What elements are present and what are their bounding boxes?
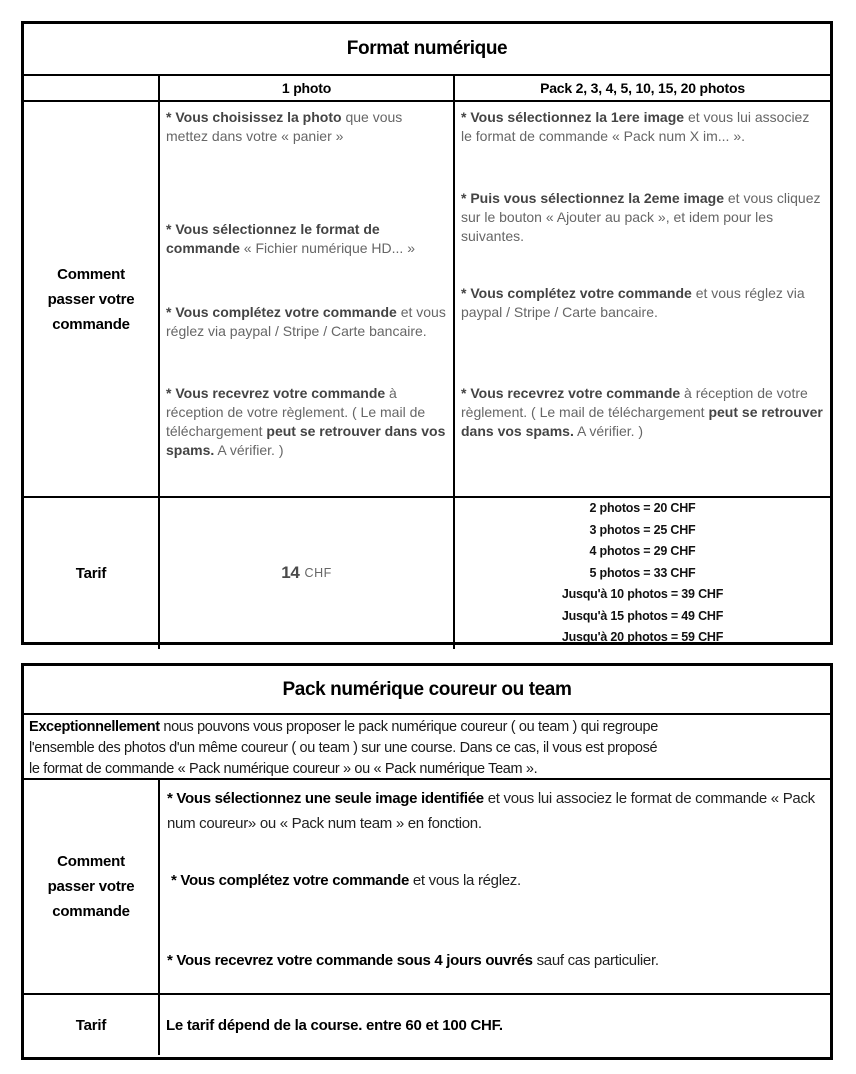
format-tarif-row	[24, 496, 830, 644]
step-paragraph: * Vous sélectionnez une seule image identifiée et vous lui associez le format de commande « Pack num coureur» ou « Pack num team » en fonction.	[167, 790, 815, 832]
tarif-cell-pack-list	[453, 498, 830, 649]
format-header-row	[24, 74, 830, 100]
tarif-cell-pack-coureur: Le tarif dépend de la course. entre 60 et 100 CHF.	[158, 995, 830, 1055]
step-paragraph: * Vous sélectionnez le format de commande « Fichier numérique HD... »	[166, 221, 415, 256]
pack-tarif-line: 5 photos = 33 CHF	[589, 565, 696, 580]
intro-line: l'ensemble des photos d'un même coureur ( ou team ) sur une course. Dans ce cas, il vous est proposé	[29, 740, 658, 756]
pack-tarif-line: 2 photos = 20 CHF	[589, 501, 696, 515]
pack-tarif-line: Jusqu'à 20 photos = 59 CHF	[561, 630, 724, 644]
format-numerique-table	[21, 21, 833, 645]
how-cell-1-photo	[158, 102, 453, 496]
pack-tarif-line: 4 photos = 29 CHF	[589, 544, 696, 558]
pack-table-title: Pack numérique coureur ou team	[282, 678, 572, 700]
tarif-currency: CHF	[304, 566, 332, 581]
format-table-title: Format numérique	[346, 38, 508, 59]
step-paragraph: * Vous recevrez votre commande à réception de votre règlement. ( Le mail de téléchargement peut se retrouver dans vos spams. A vérifier. )	[166, 385, 446, 458]
column-header-pack: Pack 2, 3, 4, 5, 10, 15, 20 photos	[453, 76, 830, 100]
step-paragraph: * Vous sélectionnez la 1ere image et vous lui associez le format de commande « Pack num X im... ».	[461, 109, 810, 144]
tarif-cell-1-photo	[158, 498, 453, 649]
pack-tarif-line: 3 photos = 25 CHF	[589, 522, 696, 537]
step-paragraph: * Vous complétez votre commande et vous réglez via paypal / Stripe / Carte bancaire.	[461, 285, 805, 320]
format-how-row	[24, 100, 830, 496]
step-paragraph: * Vous recevrez votre commande à réception de votre règlement. ( Le mail de téléchargement peut se retrouver dans vos spams. A vérifier. )	[461, 385, 823, 439]
row-label-tarif: Tarif	[75, 1016, 107, 1034]
row-label-comment-passer: Comment passer votre commande	[47, 853, 135, 920]
step-paragraph: * Vous recevrez votre commande sous 4 jours ouvrés sauf cas particulier.	[167, 952, 659, 969]
pack-coureur-table	[21, 663, 833, 1060]
format-title-row	[24, 24, 830, 74]
step-paragraph: * Vous complétez votre commande et vous réglez via paypal / Stripe / Carte bancaire.	[166, 304, 446, 339]
intro-line: Exceptionnellement nous pouvons vous proposer le pack numérique coureur ( ou team ) qui regroupe	[29, 719, 658, 735]
pack-tarif-row	[24, 993, 830, 1055]
step-paragraph: * Vous choisissez la photo que vous mettez dans votre « panier »	[166, 109, 403, 144]
pack-how-row	[24, 778, 830, 993]
row-label-comment-passer: Comment passer votre commande	[47, 265, 135, 333]
pack-intro-row	[24, 713, 830, 778]
pack-tarif-line: Jusqu'à 10 photos = 39 CHF	[561, 587, 724, 601]
step-paragraph: * Vous complétez votre commande et vous la réglez.	[171, 872, 521, 889]
pack-tarif-line: Jusqu'à 15 photos = 49 CHF	[561, 608, 724, 623]
tarif-amount: 14	[281, 563, 300, 583]
how-cell-pack-coureur	[158, 780, 830, 993]
step-paragraph: * Puis vous sélectionnez la 2eme image et vous cliquez sur le bouton « Ajouter au pack », et idem pour les suivantes.	[461, 190, 821, 244]
column-header-1-photo: 1 photo	[158, 76, 453, 100]
header-empty-cell	[24, 76, 158, 100]
pack-title-row	[24, 666, 830, 713]
row-label-tarif: Tarif	[75, 564, 107, 582]
how-cell-pack	[453, 102, 830, 496]
intro-line: le format de commande « Pack numérique coureur » ou « Pack numérique Team ».	[29, 761, 538, 777]
